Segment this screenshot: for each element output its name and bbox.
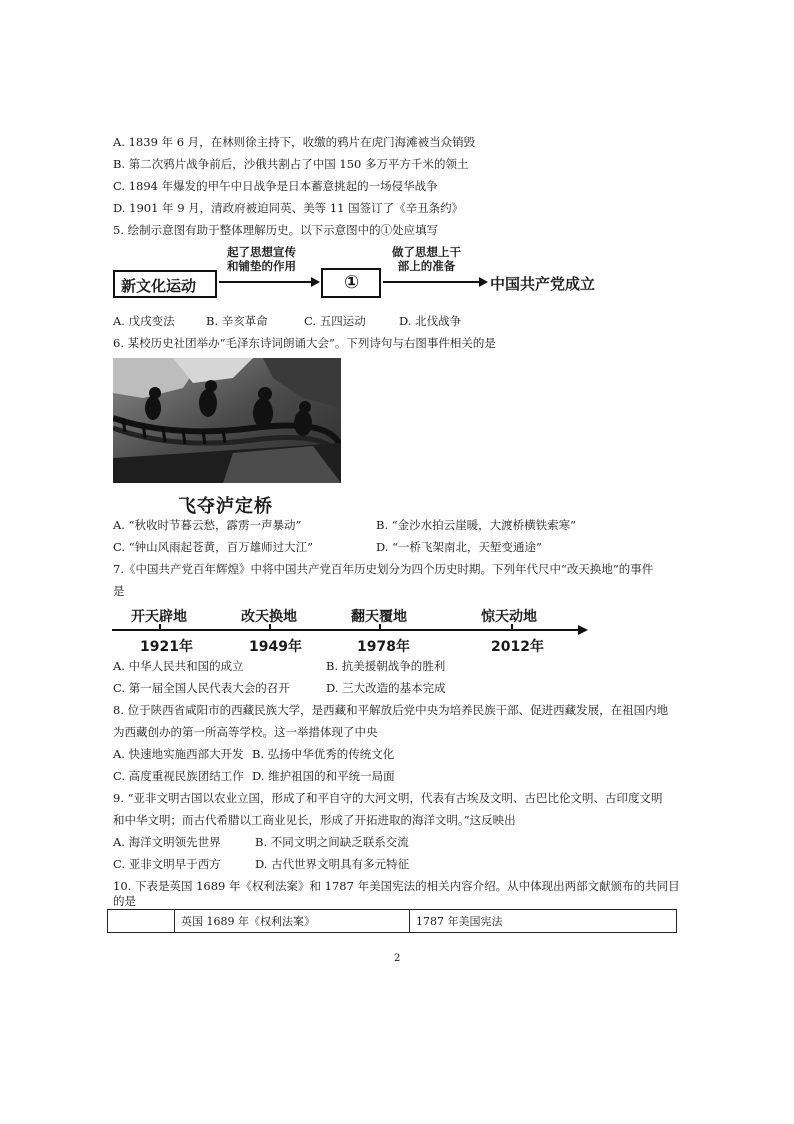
- q5-option-c: C. 五四运动: [304, 314, 366, 328]
- q5-option-d: D. 北伐战争: [399, 314, 462, 328]
- timeline-label-3: 翻天覆地: [351, 609, 407, 625]
- q10-stem-line1: 10. 下表是英国 1689 年《权利法案》和 1787 年美国宪法的相关内容介绍。从中体现出两部文献颁布的共同目: [113, 879, 680, 893]
- q5-arrow1-label: [227, 245, 296, 273]
- q10-table: [107, 909, 677, 933]
- q9-stem-line2: 和中华文明；而古代希腊以工商业见长，形成了开拓进取的海洋文明。”这反映出: [113, 813, 516, 827]
- q4-option-d: D. 1901 年 9 月，清政府被迫同英、美等 11 国签订了《辛丑条约》: [113, 201, 464, 215]
- timeline-year-2012: 2012年: [491, 639, 544, 655]
- q8-option-b: B. 弘扬中华优秀的传统文化: [252, 747, 395, 761]
- q7-stem-line2: 是: [113, 584, 125, 598]
- luding-bridge-illustration: [113, 358, 341, 483]
- q6-option-b: B. “金沙水拍云崖暖，大渡桥横铁索寒”: [376, 518, 577, 532]
- q7-option-a: A. 中华人民共和国的成立: [113, 659, 244, 673]
- q8-option-d: D. 维护祖国的和平统一局面: [252, 769, 395, 783]
- timeline-label-2: 改天换地: [241, 609, 297, 625]
- timeline-label-4: 惊天动地: [481, 609, 537, 625]
- table-header-us-constitution: 1787 年美国宪法: [410, 910, 677, 933]
- photo-caption: 飞夺泸定桥: [178, 496, 273, 517]
- q5-arrow2-label: [392, 245, 461, 273]
- q4-option-a: A. 1839 年 6 月，在林则徐主持下，收缴的鸦片在虎门海滩被当众销毁: [113, 135, 476, 149]
- q7-stem-line1: 7.《中国共产党百年辉煌》中将中国共产党百年历史划分为四个历史时期。下列年代尺中“改天换地”的事件: [113, 562, 654, 576]
- q5-left-box-text: 新文化运动: [121, 277, 197, 295]
- q9-option-b: B. 不同文明之间缺乏联系交流: [255, 835, 409, 849]
- q5-arrow1-label-line1: 起了思想宣传: [227, 245, 296, 259]
- table-header-bill-of-rights: 英国 1689 年《权利法案》: [175, 910, 410, 933]
- q9-option-a: A. 海洋文明领先世界: [113, 835, 221, 849]
- q5-center-box-text: ①: [344, 272, 360, 293]
- q4-option-b: B. 第二次鸦片战争前后，沙俄共割占了中国 150 多万平方千米的领土: [113, 157, 469, 171]
- q9-option-d: D. 古代世界文明具有多元特征: [255, 857, 410, 871]
- q8-option-a: A. 快速地实施西部大开发: [113, 747, 244, 761]
- q7-option-d: D. 三大改造的基本完成: [326, 681, 446, 695]
- q5-arrow2-label-line1: 做了思想上干: [392, 245, 461, 259]
- table-header-empty: [108, 910, 175, 933]
- q5-stem: 5. 绘制示意图有助于整体理解历史。以下示意图中的①处应填写: [113, 223, 439, 237]
- q9-option-c: C. 亚非文明早于西方: [113, 857, 221, 871]
- q8-stem-line1: 8. 位于陕西省咸阳市的西藏民族大学，是西藏和平解放后党中央为培养民族干部、促进西藏发展，在祖国内地: [113, 703, 669, 717]
- timeline-label-1: 开天辟地: [131, 609, 187, 625]
- table-row: [108, 910, 677, 933]
- q5-arrow1: [217, 275, 321, 289]
- q8-option-c: C. 高度重视民族团结工作: [113, 769, 244, 783]
- q7-option-b: B. 抗美援朝战争的胜利: [326, 659, 446, 673]
- q6-option-d: D. “一桥飞架南北，天堑变通途”: [376, 540, 542, 554]
- q5-arrow2: [381, 275, 489, 289]
- q7-option-c: C. 第一届全国人民代表大会的召开: [113, 681, 290, 695]
- q5-arrow1-label-line2: 和铺垫的作用: [227, 259, 296, 273]
- q5-arrow2-label-line2: 部上的准备: [397, 259, 456, 273]
- q5-option-b: B. 辛亥革命: [206, 314, 268, 328]
- q8-stem-line2: 为西藏创办的第一所高等学校。这一举措体现了中央: [113, 725, 378, 739]
- q10-stem-line2: 的是: [113, 894, 136, 908]
- q6-option-c: C. “钟山风雨起苍黄，百万雄师过大江”: [113, 540, 313, 554]
- q5-box-blank: [321, 268, 381, 298]
- timeline-year-1921: 1921年: [140, 639, 193, 655]
- q6-option-a: A. “秋收时节暮云愁，霹雳一声暴动”: [113, 518, 302, 532]
- q4-option-c: C. 1894 年爆发的甲午中日战争是日本蓄意挑起的一场侵华战争: [113, 179, 438, 193]
- q9-stem-line1: 9. “亚非文明古国以农业立国，形成了和平自守的大河文明，代表有古埃及文明、古巴比伦文明、古印度文明: [113, 791, 663, 805]
- luding-bridge-photo: [113, 358, 341, 483]
- timeline-year-1978: 1978年: [357, 639, 410, 655]
- timeline-year-1949: 1949年: [249, 639, 302, 655]
- q6-stem: 6. 某校历史社团举办“毛泽东诗词朗诵大会”。下列诗句与右图事件相关的是: [113, 336, 496, 350]
- page-number: 2: [394, 953, 401, 964]
- q5-option-a: A. 戊戌变法: [113, 314, 175, 328]
- q5-result-text: 中国共产党成立: [490, 275, 596, 293]
- q5-box-new-culture: [113, 270, 217, 298]
